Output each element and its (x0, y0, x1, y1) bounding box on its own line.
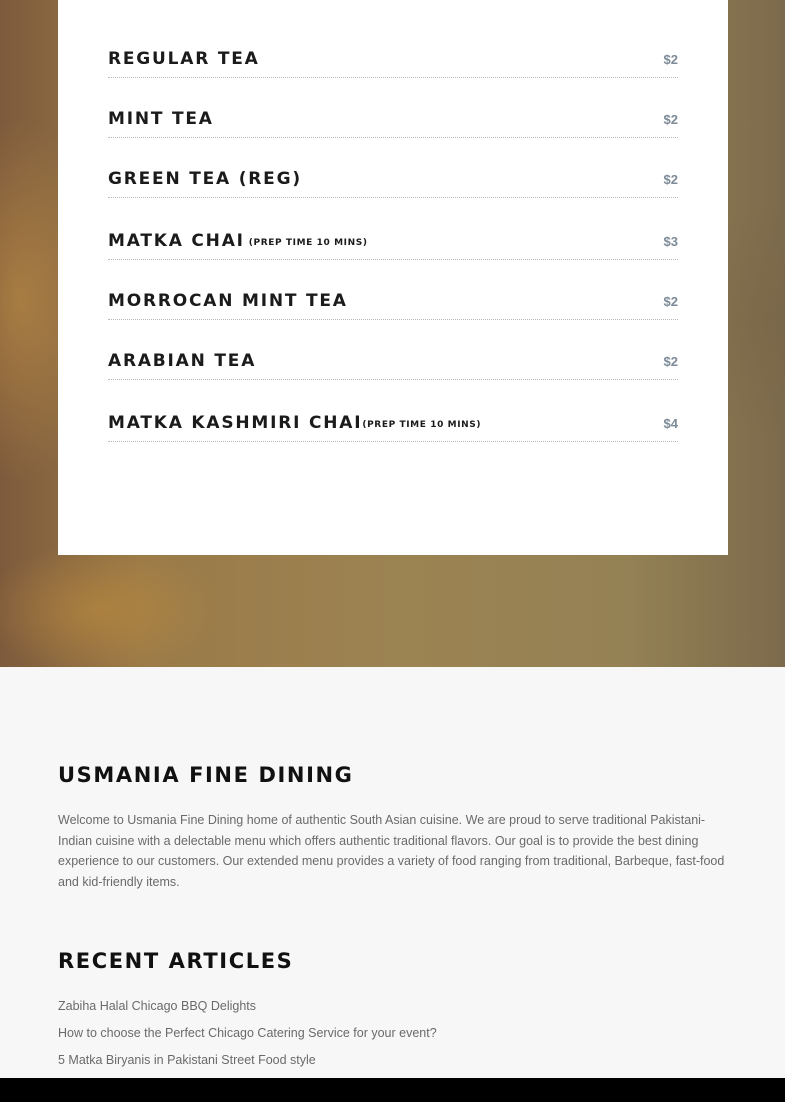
menu-item-price: $2 (663, 52, 678, 67)
menu-item-note: (PREP TIME 10 MINS) (248, 238, 368, 248)
menu-item (108, 0, 678, 78)
menu-item (108, 259, 678, 320)
tea-menu-card (58, 0, 728, 555)
about-heading: USMANIA FINE DINING (58, 763, 354, 787)
menu-item (108, 197, 678, 260)
menu-item-price: $2 (663, 294, 678, 309)
menu-item-name: MATKA CHAI (108, 231, 245, 251)
menu-item-name: REGULAR TEA (108, 49, 260, 69)
list-item (58, 997, 437, 1024)
about-paragraph: Welcome to Usmania Fine Dining home of authentic South Asian cuisine. We are proud to serve traditional Pakistani-Indian cuisine with a delectable menu which offers authentic traditional flavors. Our goal is to provide the best dining experience to our customers. Our extended menu provides a variety of food ranging from traditional, Barbeque, fast-food and kid-friendly items. (58, 813, 725, 889)
menu-item-name: MORROCAN MINT TEA (108, 291, 348, 311)
list-item (58, 1024, 437, 1051)
menu-item-name: GREEN TEA (REG) (108, 169, 302, 189)
menu-item (108, 77, 678, 138)
article-link[interactable]: 5 Matka Biryanis in Pakistani Street Food style (58, 1053, 316, 1067)
article-link[interactable]: How to choose the Perfect Chicago Catering Service for your event? (58, 1026, 437, 1040)
menu-item (108, 137, 678, 198)
menu-item-name: MINT TEA (108, 109, 214, 129)
menu-item-price: $3 (663, 234, 678, 249)
article-link[interactable]: Zabiha Halal Chicago BBQ Delights (58, 999, 257, 1013)
menu-item-price: $2 (663, 354, 678, 369)
menu-item-name: ARABIAN TEA (108, 351, 257, 371)
recent-articles-list (58, 997, 437, 1078)
menu-item-note: (PREP TIME 10 MINS) (362, 420, 482, 430)
menu-item-name: MATKA KASHMIRI CHAI (108, 413, 363, 433)
recent-articles-heading: RECENT ARTICLES (58, 949, 294, 973)
menu-item-price: $2 (663, 172, 678, 187)
menu-item-price: $4 (663, 416, 678, 431)
menu-item (108, 379, 678, 442)
menu-item (108, 319, 678, 380)
bottom-bar (0, 1078, 785, 1102)
list-item (58, 1051, 437, 1078)
menu-item-price: $2 (663, 112, 678, 127)
